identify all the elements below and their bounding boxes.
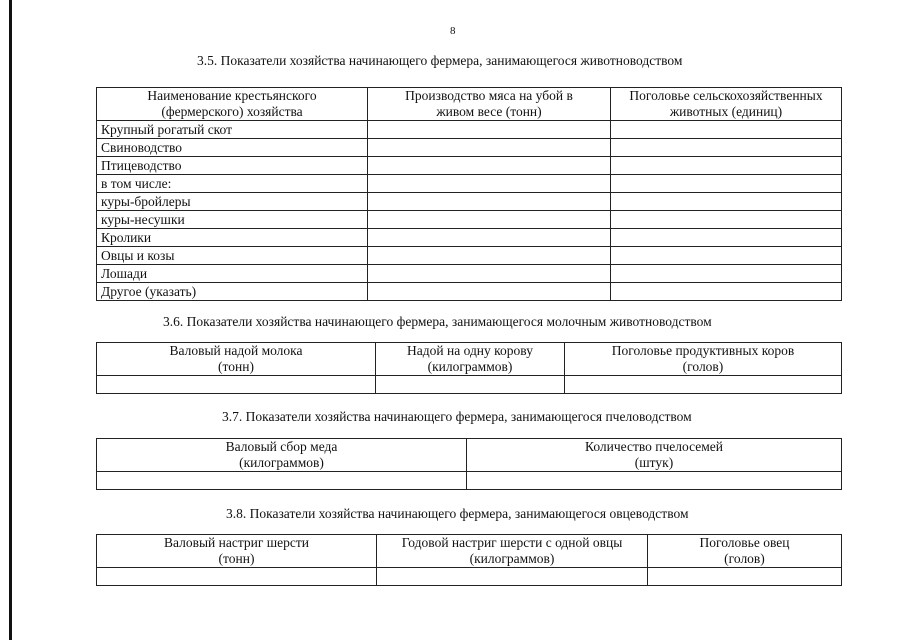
beekeeping-table (96, 438, 842, 490)
table-row (97, 568, 842, 586)
row-label: Овцы и козы (97, 247, 368, 265)
input-cell[interactable] (368, 175, 611, 193)
input-cell[interactable] (368, 139, 611, 157)
section-3-7-title: 3.7. Показатели хозяйства начинающего фермера, занимающегося пчеловодством (222, 409, 692, 424)
input-cell[interactable] (368, 157, 611, 175)
row-label: в том числе: (97, 175, 368, 193)
table-row (97, 211, 842, 229)
table-header-row (97, 535, 842, 568)
row-label: Другое (указать) (97, 283, 368, 301)
page-number: 8 (450, 25, 456, 37)
input-cell[interactable] (565, 376, 842, 394)
table-row (97, 193, 842, 211)
input-cell[interactable] (97, 568, 377, 586)
row-label: Птицеводство (97, 157, 368, 175)
table-row (97, 139, 842, 157)
row-label: Крупный рогатый скот (97, 121, 368, 139)
input-cell[interactable] (611, 229, 842, 247)
header-sheep-count: Поголовье овец (голов) (648, 535, 842, 568)
table-row (97, 229, 842, 247)
input-cell[interactable] (376, 376, 565, 394)
row-label: Лошади (97, 265, 368, 283)
input-cell[interactable] (368, 211, 611, 229)
header-milk-yield: Валовый надой молока (тонн) (97, 343, 376, 376)
input-cell[interactable] (611, 283, 842, 301)
header-yield-per-cow: Надой на одну корову (килограммов) (376, 343, 565, 376)
input-cell[interactable] (368, 193, 611, 211)
table-header-row (97, 343, 842, 376)
section-3-8-title: 3.8. Показатели хозяйства начинающего фермера, занимающегося овцеводством (226, 506, 689, 521)
header-cow-count: Поголовье продуктивных коров (голов) (565, 343, 842, 376)
header-bee-colonies: Количество пчелосемей (штук) (467, 439, 842, 472)
table-header-row (97, 88, 842, 121)
input-cell[interactable] (368, 265, 611, 283)
input-cell[interactable] (377, 568, 648, 586)
row-label: Кролики (97, 229, 368, 247)
table-row (97, 157, 842, 175)
input-cell[interactable] (611, 247, 842, 265)
input-cell[interactable] (611, 139, 842, 157)
header-wool-total: Валовый настриг шерсти (тонн) (97, 535, 377, 568)
input-cell[interactable] (368, 121, 611, 139)
section-3-5-title: 3.5. Показатели хозяйства начинающего фермера, занимающегося животноводством (197, 53, 683, 68)
table-row (97, 283, 842, 301)
table-header-row (97, 439, 842, 472)
input-cell[interactable] (467, 472, 842, 490)
header-farm-name: Наименование крестьянского (фермерского) хозяйства (97, 88, 368, 121)
input-cell[interactable] (611, 211, 842, 229)
row-label: куры-бройлеры (97, 193, 368, 211)
input-cell[interactable] (368, 229, 611, 247)
input-cell[interactable] (611, 265, 842, 283)
input-cell[interactable] (611, 193, 842, 211)
input-cell[interactable] (611, 175, 842, 193)
table-row (97, 472, 842, 490)
sheep-table (96, 534, 842, 586)
table-row (97, 175, 842, 193)
table-row (97, 247, 842, 265)
input-cell[interactable] (97, 472, 467, 490)
table-row (97, 376, 842, 394)
input-cell[interactable] (368, 283, 611, 301)
table-row (97, 121, 842, 139)
livestock-table (96, 87, 842, 301)
row-label: Свиноводство (97, 139, 368, 157)
table-row (97, 265, 842, 283)
input-cell[interactable] (648, 568, 842, 586)
input-cell[interactable] (611, 121, 842, 139)
binder-edge (9, 0, 12, 640)
input-cell[interactable] (611, 157, 842, 175)
header-meat-production: Производство мяса на убой в живом весе (тонн) (368, 88, 611, 121)
header-wool-per-sheep: Годовой настриг шерсти с одной овцы (килограммов) (377, 535, 648, 568)
dairy-table (96, 342, 842, 394)
section-3-6-title: 3.6. Показатели хозяйства начинающего фермера, занимающегося молочным животноводством (163, 314, 712, 329)
row-label: куры-несушки (97, 211, 368, 229)
input-cell[interactable] (97, 376, 376, 394)
input-cell[interactable] (368, 247, 611, 265)
header-livestock-count: Поголовье сельскохозяйственных животных (единиц) (611, 88, 842, 121)
header-honey-yield: Валовый сбор меда (килограммов) (97, 439, 467, 472)
